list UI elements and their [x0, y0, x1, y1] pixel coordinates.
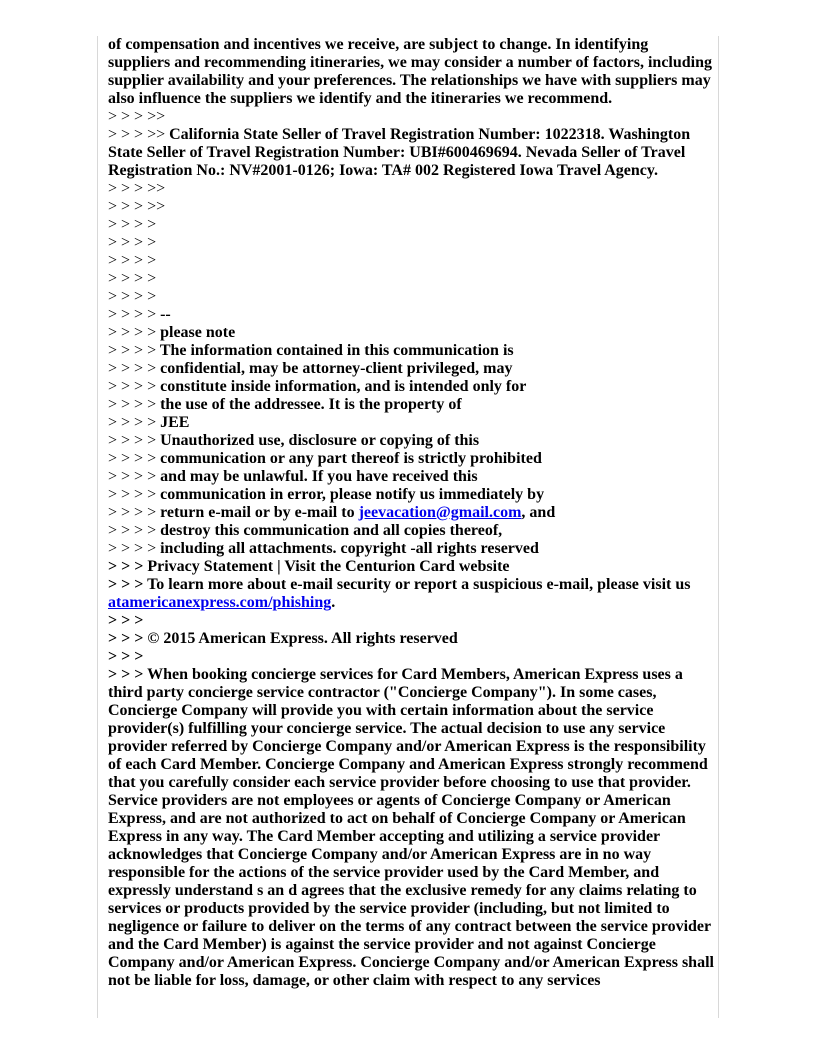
quote-marker: > > > > [108, 396, 157, 413]
quote-line [108, 612, 714, 630]
quote-line [108, 108, 714, 126]
quote-marker: > > > > [108, 270, 157, 287]
quote-marker: > > > > [108, 216, 157, 233]
signature-line [108, 540, 714, 558]
privacy-line [108, 558, 714, 576]
quote-marker: > > > [108, 666, 144, 683]
privacy-text: Privacy Statement | Visit the Centurion Card website [147, 558, 510, 575]
email-link[interactable]: jeevacation@gmail.com [358, 504, 522, 521]
signature-line [108, 378, 714, 396]
signature-text: return e-mail or by e-mail to [160, 504, 359, 521]
quote-marker: > > > > [108, 234, 157, 251]
phishing-link[interactable]: atamericanexpress.com/phishing [108, 594, 332, 611]
phishing-line [108, 576, 714, 612]
quote-marker: > > > > [108, 468, 157, 485]
signature-line [108, 306, 714, 324]
phishing-text: . [331, 594, 336, 611]
quote-marker: > > > > [108, 414, 157, 431]
quote-marker: > > > [108, 612, 144, 629]
signature-line [108, 414, 714, 432]
email-body [108, 36, 714, 990]
signature-line [108, 324, 714, 342]
email-contact-line [108, 504, 714, 522]
signature-line [108, 396, 714, 414]
signature-text: The information contained in this communication is [159, 342, 514, 359]
signature-text: JEE [160, 414, 190, 431]
signature-text: Unauthorized use, disclosure or copying of this [160, 432, 480, 449]
quote-marker: > > > > [108, 360, 157, 377]
quote-marker: > > > > [108, 540, 157, 557]
quote-line [108, 180, 714, 198]
quote-marker: > > > [108, 558, 144, 575]
signature-text: and may be unlawful. If you have received this [160, 468, 478, 485]
quote-marker: > > > >> [108, 108, 166, 125]
copyright-text: © 2015 American Express. All rights reserved [147, 630, 458, 647]
signature-line [108, 432, 714, 450]
signature-line [108, 360, 714, 378]
signature-line [108, 450, 714, 468]
quote-line [108, 270, 714, 288]
signature-text: -- [160, 306, 171, 323]
signature-text: the use of the addressee. It is the property of [160, 396, 462, 413]
quote-marker: > > > > [108, 306, 157, 323]
quote-marker: > > > > [108, 504, 157, 521]
phishing-text: To learn more about e-mail security or report a suspicious e-mail, please visit us [147, 576, 691, 593]
copyright-line [108, 630, 714, 648]
quote-marker: > > > > [108, 450, 157, 467]
signature-line [108, 486, 714, 504]
quote-marker: > > > > [108, 378, 157, 395]
quote-marker: > > > > [108, 252, 157, 269]
intro-paragraph: of compensation and incentives we receive, are subject to change. In identifying suppliers and recommending itineraries, we may consider a number of factors, including supplier availability and your preferences. The relationships we have with suppliers may also influence the suppliers we identify and the itineraries we recommend. [108, 36, 712, 107]
signature-text: please note [160, 324, 236, 341]
quote-marker: > > > > [108, 522, 157, 539]
quote-line [108, 234, 714, 252]
signature-line [108, 468, 714, 486]
quote-marker: > > > > [108, 288, 157, 305]
quote-marker: > > > > [108, 486, 157, 503]
quote-marker: > > > > [108, 342, 157, 359]
signature-text: confidential, may be attorney-client privileged, may [160, 360, 513, 377]
registration-text: California State Seller of Travel Registration Number: 1022318. Washington State Seller of Travel Registration Number: UBI#600469694. Nevada Seller of Travel Registration No.: NV#2001-0126; Iowa: TA# 002 Registered Iowa Travel Agency. [108, 126, 691, 179]
signature-text: communication in error, please notify us immediately by [160, 486, 545, 503]
signature-text: including all attachments. copyright -all rights reserved [160, 540, 539, 557]
quote-marker: > > > [108, 576, 144, 593]
quote-marker: > > > [108, 630, 144, 647]
quote-marker: > > > [108, 648, 144, 665]
quote-line [108, 198, 714, 216]
quote-marker: > > > >> [108, 198, 166, 215]
registration-paragraph [108, 126, 714, 180]
quote-marker: > > > >> [108, 126, 166, 143]
signature-line [108, 522, 714, 540]
quote-marker: > > > >> [108, 180, 166, 197]
concierge-paragraph [108, 666, 714, 990]
signature-text: constitute inside information, and is intended only for [160, 378, 527, 395]
signature-text: , and [521, 504, 556, 521]
quote-line [108, 648, 714, 666]
concierge-text: When booking concierge services for Card Members, American Express uses a third party concierge service contractor ("Concierge Company"). In some cases, Concierge Company will provide you with certain information about the service provider(s) fulfilling your concierge service. The actual decision to use any service provider referred by Concierge Company and/or American Express is the responsibility of each Card Member. Concierge Company and American Express strongly recommend that you carefully consider each service provider before choosing to use that provider. Service providers are not employees or agents of Concierge Company or American Express, and are not authorized to act on behalf of Concierge Company or American Express in any way. The Card Member accepting and utilizing a service provider acknowledges that Concierge Company and/or American Express are in no way responsible for the actions of the service provider used by the Card Member, and expressly understand s an d agrees that the exclusive remedy for any claims relating to services or products provided by the service provider (including, but not limited to negligence or failure to deliver on the terms of any contract between the service provider and the Card Member) is against the service provider and not against Concierge Company and/or American Express. Concierge Company and/or American Express shall not be liable for loss, damage, or other claim with respect to any services [108, 666, 714, 989]
quote-marker: > > > > [108, 324, 157, 341]
quote-line [108, 216, 714, 234]
quote-marker: > > > > [108, 432, 157, 449]
quote-line [108, 252, 714, 270]
signature-line [108, 342, 714, 360]
signature-text: communication or any part thereof is strictly prohibited [160, 450, 542, 467]
signature-text: destroy this communication and all copies thereof, [160, 522, 503, 539]
quote-line [108, 288, 714, 306]
